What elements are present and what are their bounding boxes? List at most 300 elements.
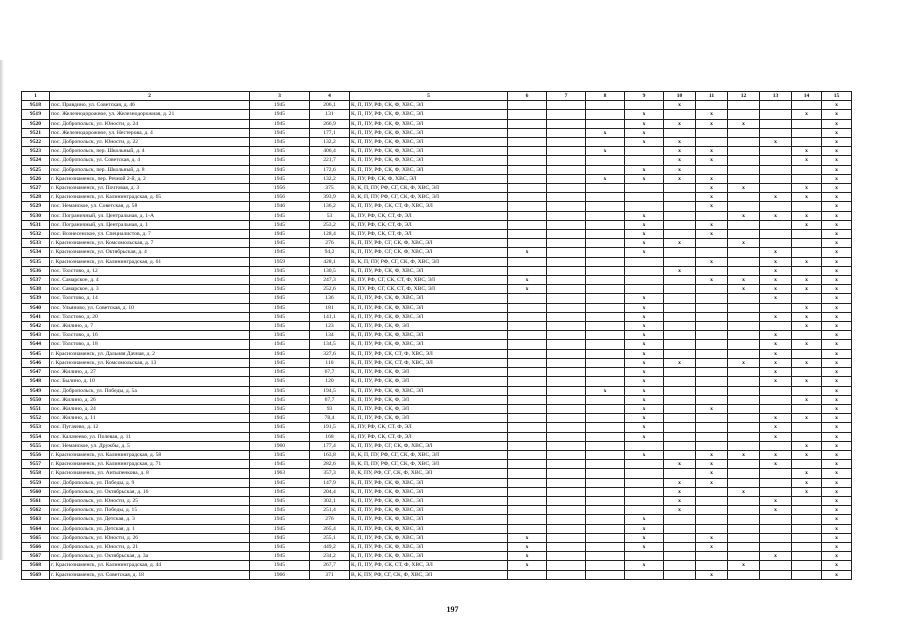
table-cell	[508, 331, 547, 340]
table-cell: пос. Добропольск, ул. Юности, д. 25	[50, 496, 250, 505]
table-cell: 9541	[22, 312, 50, 321]
table-cell: 147,9	[310, 478, 350, 487]
table-cell: x	[792, 358, 822, 367]
table-cell: 9564	[22, 524, 50, 533]
table-cell: x	[696, 460, 728, 469]
table-cell: x	[625, 230, 664, 239]
table-cell	[728, 147, 760, 156]
table-cell	[508, 147, 547, 156]
table-row	[22, 542, 852, 551]
table-cell	[664, 276, 696, 285]
table-cell: 276	[310, 239, 350, 248]
table-cell	[760, 156, 792, 165]
table-cell	[547, 230, 586, 239]
table-cell: x	[822, 266, 852, 275]
table-cell: x	[625, 331, 664, 340]
table-cell	[664, 211, 696, 220]
table-cell: 1966	[250, 570, 310, 579]
table-cell	[664, 257, 696, 266]
table-cell: x	[760, 450, 792, 459]
table-row	[22, 193, 852, 202]
table-cell	[760, 524, 792, 533]
table-cell	[547, 101, 586, 110]
table-cell	[728, 156, 760, 165]
table-cell: x	[822, 432, 852, 441]
table-cell: 206,1	[310, 101, 350, 110]
table-cell: x	[625, 349, 664, 358]
table-cell	[696, 524, 728, 533]
table-cell: 9551	[22, 404, 50, 413]
table-row	[22, 285, 852, 294]
table-cell	[760, 515, 792, 524]
table-cell	[696, 515, 728, 524]
table-cell	[625, 285, 664, 294]
table-cell	[760, 570, 792, 579]
table-cell	[586, 340, 625, 349]
table-cell	[792, 128, 822, 137]
table-cell	[664, 386, 696, 395]
table-cell: x	[822, 561, 852, 570]
table-row	[22, 552, 852, 561]
table-cell: К, П, ПУ, РФ, СК, СТ, Ф, ХВС, ЭЛ	[350, 349, 508, 358]
table-cell: 1945	[250, 478, 310, 487]
table-cell: x	[728, 487, 760, 496]
table-cell: x	[625, 128, 664, 137]
table-cell	[586, 165, 625, 174]
table-cell	[586, 230, 625, 239]
table-cell	[792, 368, 822, 377]
table-cell: К, П, ПУ, РФ, СК, СТ, Ф, ХВС, ЭЛ	[350, 202, 508, 211]
table-cell: 1945	[250, 248, 310, 257]
table-cell: К, П, ПУ, РФ, СК, Ф, ХВС, ЭЛ	[350, 128, 508, 137]
column-header: 9	[625, 92, 664, 101]
table-cell: пос. Толстово, д. 16	[50, 331, 250, 340]
table-cell: x	[760, 358, 792, 367]
table-cell: 1945	[250, 147, 310, 156]
table-cell: x	[822, 193, 852, 202]
table-cell	[547, 248, 586, 257]
table-cell	[760, 542, 792, 551]
table-cell: г. Краснознаменск, пер. Речной 2-й, д. 2	[50, 174, 250, 183]
table-cell	[760, 128, 792, 137]
table-cell: г. Краснознаменск, ул. Калининградская, д. 71	[50, 460, 250, 469]
table-cell: x	[792, 450, 822, 459]
table-cell	[586, 257, 625, 266]
table-cell	[728, 515, 760, 524]
table-cell: x	[664, 101, 696, 110]
header-row	[22, 92, 852, 101]
table-cell: 168	[310, 432, 350, 441]
table-cell: x	[792, 340, 822, 349]
table-cell	[696, 552, 728, 561]
table-cell: 1945	[250, 515, 310, 524]
table-cell	[792, 515, 822, 524]
table-cell: x	[625, 404, 664, 413]
table-cell	[728, 312, 760, 321]
table-cell: К, ПУ, РФ, СГ, СК, СТ, Ф, ХВС, ЭЛ	[350, 285, 508, 294]
table-cell	[696, 441, 728, 450]
table-cell	[547, 285, 586, 294]
table-cell: 9523	[22, 147, 50, 156]
table-cell: x	[792, 487, 822, 496]
table-cell: 9566	[22, 542, 50, 551]
table-cell: 1945	[250, 423, 310, 432]
table-cell	[760, 147, 792, 156]
table-cell: 53	[310, 211, 350, 220]
table-cell: x	[822, 423, 852, 432]
table-cell: 1945	[250, 101, 310, 110]
table-cell: 327,6	[310, 349, 350, 358]
table-cell	[792, 202, 822, 211]
table-cell: К, П, ПУ, РФ, СК, Ф, ХВС, ЭЛ	[350, 487, 508, 496]
register-table-container	[21, 91, 851, 580]
table-cell	[696, 349, 728, 358]
table-cell: x	[760, 506, 792, 515]
table-cell	[586, 552, 625, 561]
table-cell: К, П, ПУ, РФ, СК, Ф, ЭЛ	[350, 377, 508, 386]
table-cell: К, ПУ, РФ, СК, СТ, Ф, ЭЛ	[350, 432, 508, 441]
table-cell: К, П, ПУ, РФ, СГ, СК, Ф, ХВС, ЭЛ	[350, 441, 508, 450]
table-cell: 393,9	[310, 193, 350, 202]
table-cell	[508, 404, 547, 413]
table-cell	[664, 340, 696, 349]
table-cell: 1945	[250, 119, 310, 128]
table-cell	[696, 266, 728, 275]
table-cell	[760, 395, 792, 404]
table-cell: 1945	[250, 138, 310, 147]
table-cell	[728, 220, 760, 229]
table-cell	[728, 423, 760, 432]
table-cell	[547, 552, 586, 561]
table-cell: пос. Калачеево, ул. Полевая, д. 11	[50, 432, 250, 441]
table-cell: 1945	[250, 377, 310, 386]
table-cell: 9532	[22, 230, 50, 239]
table-cell: x	[760, 432, 792, 441]
table-cell	[760, 487, 792, 496]
table-cell: x	[728, 561, 760, 570]
table-row	[22, 202, 852, 211]
table-cell: 1946	[250, 202, 310, 211]
table-cell	[508, 377, 547, 386]
table-cell	[508, 358, 547, 367]
table-cell: К, П, ПУ, РФ, СК, СТ, Ф, ХВС, ЭЛ	[350, 358, 508, 367]
table-cell	[664, 395, 696, 404]
table-cell	[792, 331, 822, 340]
table-cell	[625, 184, 664, 193]
table-cell: x	[625, 303, 664, 312]
table-cell	[696, 312, 728, 321]
table-row	[22, 239, 852, 248]
table-row	[22, 395, 852, 404]
table-cell: 9526	[22, 174, 50, 183]
table-cell	[696, 423, 728, 432]
table-cell	[547, 147, 586, 156]
table-cell: К, П, ПУ, РФ, СК, Ф, ХВС, ЭЛ	[350, 542, 508, 551]
table-cell: 1945	[250, 552, 310, 561]
table-cell	[586, 119, 625, 128]
table-cell: 9535	[22, 257, 50, 266]
table-cell: 120	[310, 377, 350, 386]
table-cell: x	[625, 533, 664, 542]
table-cell: 9543	[22, 331, 50, 340]
table-cell	[760, 202, 792, 211]
table-cell: г. Краснознаменск, ул. Калининградская, д. 58	[50, 450, 250, 459]
table-cell: x	[760, 248, 792, 257]
table-cell	[728, 432, 760, 441]
table-cell: 130,5	[310, 266, 350, 275]
table-cell	[586, 322, 625, 331]
table-cell	[664, 331, 696, 340]
table-row	[22, 119, 852, 128]
table-cell: пос. Вознесенское, ул. Специалистов, д. 7	[50, 230, 250, 239]
table-cell: пос. Железнодорожное, ул. Железнодорожная, д. 21	[50, 110, 250, 119]
table-cell	[664, 110, 696, 119]
table-cell: К, П, ПУ, РФ, СК, Ф, ЭЛ	[350, 404, 508, 413]
table-cell: 449,2	[310, 542, 350, 551]
table-cell	[508, 414, 547, 423]
table-cell	[728, 524, 760, 533]
table-cell	[586, 561, 625, 570]
table-cell	[586, 506, 625, 515]
table-cell: 9567	[22, 552, 50, 561]
table-cell: К, П, ПУ, РФ, СК, Ф, ХВС, ЭЛ	[350, 552, 508, 561]
table-cell	[625, 193, 664, 202]
table-cell: x	[625, 211, 664, 220]
table-cell	[792, 294, 822, 303]
table-cell	[586, 202, 625, 211]
table-cell	[728, 303, 760, 312]
table-cell	[664, 312, 696, 321]
table-cell: 1945	[250, 211, 310, 220]
table-cell	[625, 276, 664, 285]
table-cell: 1963	[250, 469, 310, 478]
table-cell: пос. Жилино, д. 26	[50, 395, 250, 404]
table-cell	[547, 542, 586, 551]
table-cell: x	[822, 285, 852, 294]
table-cell: x	[696, 542, 728, 551]
table-cell: x	[760, 414, 792, 423]
table-cell: пос. Ульяново, ул. Советская, д. 10	[50, 303, 250, 312]
table-cell: x	[625, 322, 664, 331]
table-cell: пос. Добропольск, ул. Детская, д. 3	[50, 515, 250, 524]
table-cell: К, П, ПУ, РФ, СК, Ф, ХВС, ЭЛ	[350, 303, 508, 312]
table-cell: 1945	[250, 414, 310, 423]
table-cell	[586, 138, 625, 147]
table-cell: К, П, ПУ, РФ, СК, Ф, ХВС, ЭЛ	[350, 138, 508, 147]
table-cell	[625, 147, 664, 156]
table-cell: x	[625, 561, 664, 570]
table-cell	[508, 294, 547, 303]
table-cell	[508, 110, 547, 119]
table-cell: 1945	[250, 312, 310, 321]
table-cell: 1945	[250, 386, 310, 395]
table-row	[22, 110, 852, 119]
table-cell	[696, 285, 728, 294]
table-cell: x	[760, 312, 792, 321]
table-cell: г. Краснознаменск, ул. Калининградская, д. 44	[50, 561, 250, 570]
table-cell: x	[586, 174, 625, 183]
table-cell	[547, 432, 586, 441]
table-cell: К, П, ПУ, РФ, СК, Ф, ХВС, ЭЛ	[350, 165, 508, 174]
column-header: 11	[696, 92, 728, 101]
table-cell: 94,2	[310, 248, 350, 257]
table-cell	[792, 561, 822, 570]
table-cell	[728, 414, 760, 423]
table-cell	[586, 349, 625, 358]
table-cell: 1945	[250, 404, 310, 413]
table-cell	[586, 285, 625, 294]
table-cell: 9534	[22, 248, 50, 257]
table-cell: 1945	[250, 285, 310, 294]
table-cell: пос. Неманское, ул. Дружбы, д. 5	[50, 441, 250, 450]
table-cell	[664, 377, 696, 386]
table-cell: г. Краснознаменск, ул. Комсомольская, д. 7	[50, 239, 250, 248]
table-cell: 375	[310, 184, 350, 193]
table-cell	[625, 156, 664, 165]
table-cell	[586, 101, 625, 110]
table-cell: К, П, ПУ, РФ, СК, Ф, ХВС, ЭЛ	[350, 294, 508, 303]
table-cell	[547, 220, 586, 229]
table-cell: пос. Жилино, д. 7	[50, 322, 250, 331]
table-cell: x	[760, 552, 792, 561]
table-cell: К, П, ПУ, РФ, СК, Ф, ХВС, ЭЛ	[350, 533, 508, 542]
table-cell	[792, 248, 822, 257]
table-cell: В, К, П, ПУ, РФ, СГ, СК, Ф, ХВС, ЭЛ	[350, 460, 508, 469]
table-row	[22, 331, 852, 340]
table-cell	[728, 230, 760, 239]
table-cell	[586, 460, 625, 469]
table-cell	[547, 506, 586, 515]
table-cell	[792, 174, 822, 183]
table-cell	[728, 386, 760, 395]
table-row	[22, 248, 852, 257]
table-cell: x	[760, 285, 792, 294]
table-row	[22, 230, 852, 239]
table-cell	[625, 487, 664, 496]
table-cell: x	[822, 174, 852, 183]
table-cell: 1945	[250, 487, 310, 496]
table-cell	[586, 368, 625, 377]
table-cell: x	[696, 478, 728, 487]
table-row	[22, 478, 852, 487]
table-cell	[728, 368, 760, 377]
table-row	[22, 469, 852, 478]
table-cell: x	[664, 496, 696, 505]
table-cell: x	[625, 119, 664, 128]
table-cell	[696, 331, 728, 340]
table-cell	[508, 496, 547, 505]
table-cell: x	[792, 276, 822, 285]
table-cell: x	[822, 138, 852, 147]
table-cell	[696, 165, 728, 174]
table-cell	[508, 165, 547, 174]
table-cell: пос. Жилино, д. 24	[50, 404, 250, 413]
table-cell: x	[508, 561, 547, 570]
table-cell: x	[696, 570, 728, 579]
table-cell	[792, 119, 822, 128]
table-cell: x	[822, 147, 852, 156]
table-row	[22, 165, 852, 174]
table-cell: x	[625, 386, 664, 395]
table-cell: 9524	[22, 156, 50, 165]
table-cell	[547, 276, 586, 285]
column-header: 14	[792, 92, 822, 101]
table-cell	[586, 450, 625, 459]
table-cell	[760, 533, 792, 542]
table-cell	[586, 524, 625, 533]
table-cell: пос. Толстово, д. 14	[50, 294, 250, 303]
table-cell	[664, 322, 696, 331]
table-cell: 123	[310, 322, 350, 331]
table-row	[22, 220, 852, 229]
table-cell	[508, 312, 547, 321]
table-row	[22, 496, 852, 505]
table-cell	[625, 478, 664, 487]
table-cell	[547, 193, 586, 202]
table-cell	[586, 294, 625, 303]
table-cell: x	[625, 138, 664, 147]
table-cell	[728, 165, 760, 174]
table-cell	[728, 469, 760, 478]
table-cell: пос. Правдино, ул. Советская, д. 46	[50, 101, 250, 110]
table-cell	[664, 450, 696, 459]
table-cell	[508, 487, 547, 496]
table-cell: x	[792, 469, 822, 478]
table-cell	[508, 193, 547, 202]
table-cell	[664, 561, 696, 570]
table-row	[22, 312, 852, 321]
table-cell: пос. Добропольск, ул. Советская, д. 4	[50, 156, 250, 165]
table-cell	[547, 239, 586, 248]
table-cell	[508, 239, 547, 248]
table-cell: 9537	[22, 276, 50, 285]
table-cell	[547, 441, 586, 450]
table-cell: x	[728, 285, 760, 294]
table-cell: пос. Жилино, д. 27	[50, 368, 250, 377]
table-cell: 1945	[250, 128, 310, 137]
table-cell: x	[822, 478, 852, 487]
table-cell	[547, 478, 586, 487]
table-cell: 1945	[250, 220, 310, 229]
table-cell	[547, 349, 586, 358]
table-cell: г. Краснознаменск, ул. Комсомольская, д. 13	[50, 358, 250, 367]
table-cell: 1945	[250, 349, 310, 358]
table-cell: x	[822, 119, 852, 128]
table-cell: x	[508, 542, 547, 551]
scan-edge-shadow	[0, 60, 4, 560]
table-cell: x	[792, 312, 822, 321]
table-cell: 9544	[22, 340, 50, 349]
table-cell: 255,1	[310, 533, 350, 542]
table-cell	[696, 358, 728, 367]
table-cell	[696, 322, 728, 331]
table-cell: x	[822, 101, 852, 110]
table-cell: К, П, ПУ, РФ, СК, Ф, ХВС, ЭЛ	[350, 110, 508, 119]
table-row	[22, 101, 852, 110]
table-cell	[508, 524, 547, 533]
table-cell: x	[625, 340, 664, 349]
table-cell	[792, 533, 822, 542]
table-row	[22, 533, 852, 542]
table-cell: 357,3	[310, 469, 350, 478]
table-cell: 9556	[22, 450, 50, 459]
table-cell	[586, 358, 625, 367]
table-cell	[547, 570, 586, 579]
table-cell	[696, 101, 728, 110]
table-cell: x	[760, 368, 792, 377]
table-cell	[508, 386, 547, 395]
table-cell: x	[625, 239, 664, 248]
